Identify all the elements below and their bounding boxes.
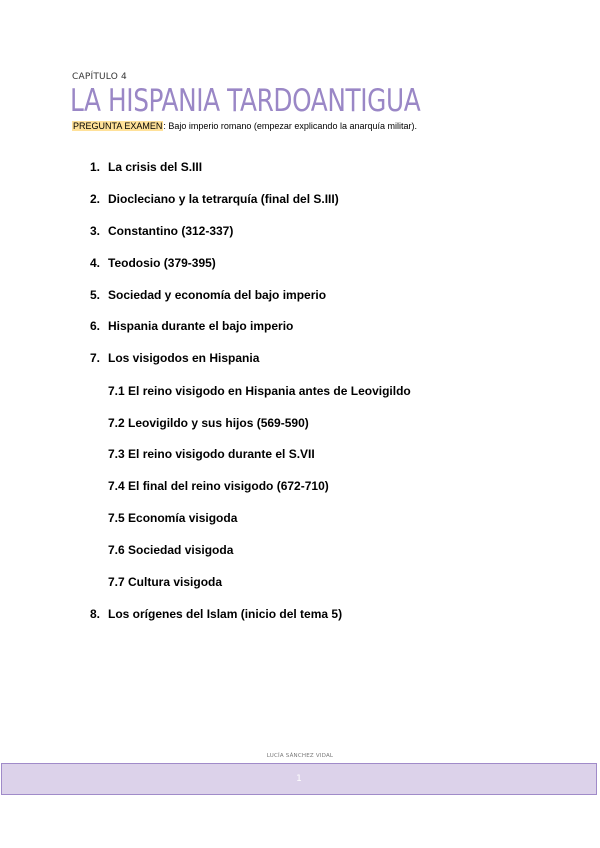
toc-subitem-7-2: 7.2 Leovigildo y sus hijos (569-590) bbox=[108, 416, 309, 430]
toc-label: Los orígenes del Islam (inicio del tema 5) bbox=[108, 607, 343, 621]
toc-item-1 bbox=[90, 160, 202, 174]
toc-subitem-7-5: 7.5 Economía visigoda bbox=[108, 511, 238, 525]
toc-item-7 bbox=[90, 351, 259, 365]
toc-number: 7. bbox=[90, 351, 101, 365]
page-title: LA HISPANIA TARDOANTIGUA bbox=[70, 83, 421, 119]
toc-label: Los visigodos en Hispania bbox=[108, 351, 260, 365]
toc-label: Diocleciano y la tetrarquía (final del S.III) bbox=[108, 192, 339, 206]
exam-highlight: PREGUNTA EXAMEN bbox=[73, 121, 163, 131]
toc-label: La crisis del S.III bbox=[108, 160, 203, 174]
toc-item-2 bbox=[90, 192, 339, 206]
toc-number: 8. bbox=[90, 607, 101, 621]
footer-author: LUCÍA SÁNCHEZ VIDAL bbox=[266, 753, 334, 759]
toc-subitem-7-3: 7.3 El reino visigodo durante el S.VII bbox=[108, 447, 315, 461]
toc-item-3 bbox=[90, 224, 233, 238]
exam-note bbox=[72, 121, 417, 131]
toc-subitem-7-6: 7.6 Sociedad visigoda bbox=[108, 543, 234, 557]
toc-item-5 bbox=[90, 288, 326, 302]
chapter-label: CAPÍTULO 4 bbox=[72, 72, 127, 82]
toc-item-4 bbox=[90, 256, 216, 270]
toc-subitem-7-4: 7.4 El final del reino visigodo (672-710) bbox=[108, 479, 329, 493]
toc-number: 2. bbox=[90, 192, 101, 206]
toc-number: 5. bbox=[90, 288, 101, 302]
exam-text: : Bajo imperio romano (empezar explicando la anarquía militar). bbox=[163, 121, 417, 131]
toc-item-8 bbox=[90, 607, 342, 621]
toc-label: Constantino (312-337) bbox=[108, 224, 234, 238]
toc-number: 6. bbox=[90, 319, 101, 333]
toc-number: 3. bbox=[90, 224, 101, 238]
toc-label: Sociedad y economía del bajo imperio bbox=[108, 288, 327, 302]
toc-number: 1. bbox=[90, 160, 101, 174]
footer-bar bbox=[1, 763, 597, 795]
toc-item-6 bbox=[90, 319, 293, 333]
page-number: 1 bbox=[296, 774, 302, 784]
toc-number: 4. bbox=[90, 256, 101, 270]
toc-subitem-7-7: 7.7 Cultura visigoda bbox=[108, 575, 223, 589]
toc-subitem-7-1: 7.1 El reino visigodo en Hispania antes de Leovigildo bbox=[108, 384, 411, 398]
toc-label: Hispania durante el bajo imperio bbox=[108, 319, 294, 333]
toc-label: Teodosio (379-395) bbox=[108, 256, 216, 270]
